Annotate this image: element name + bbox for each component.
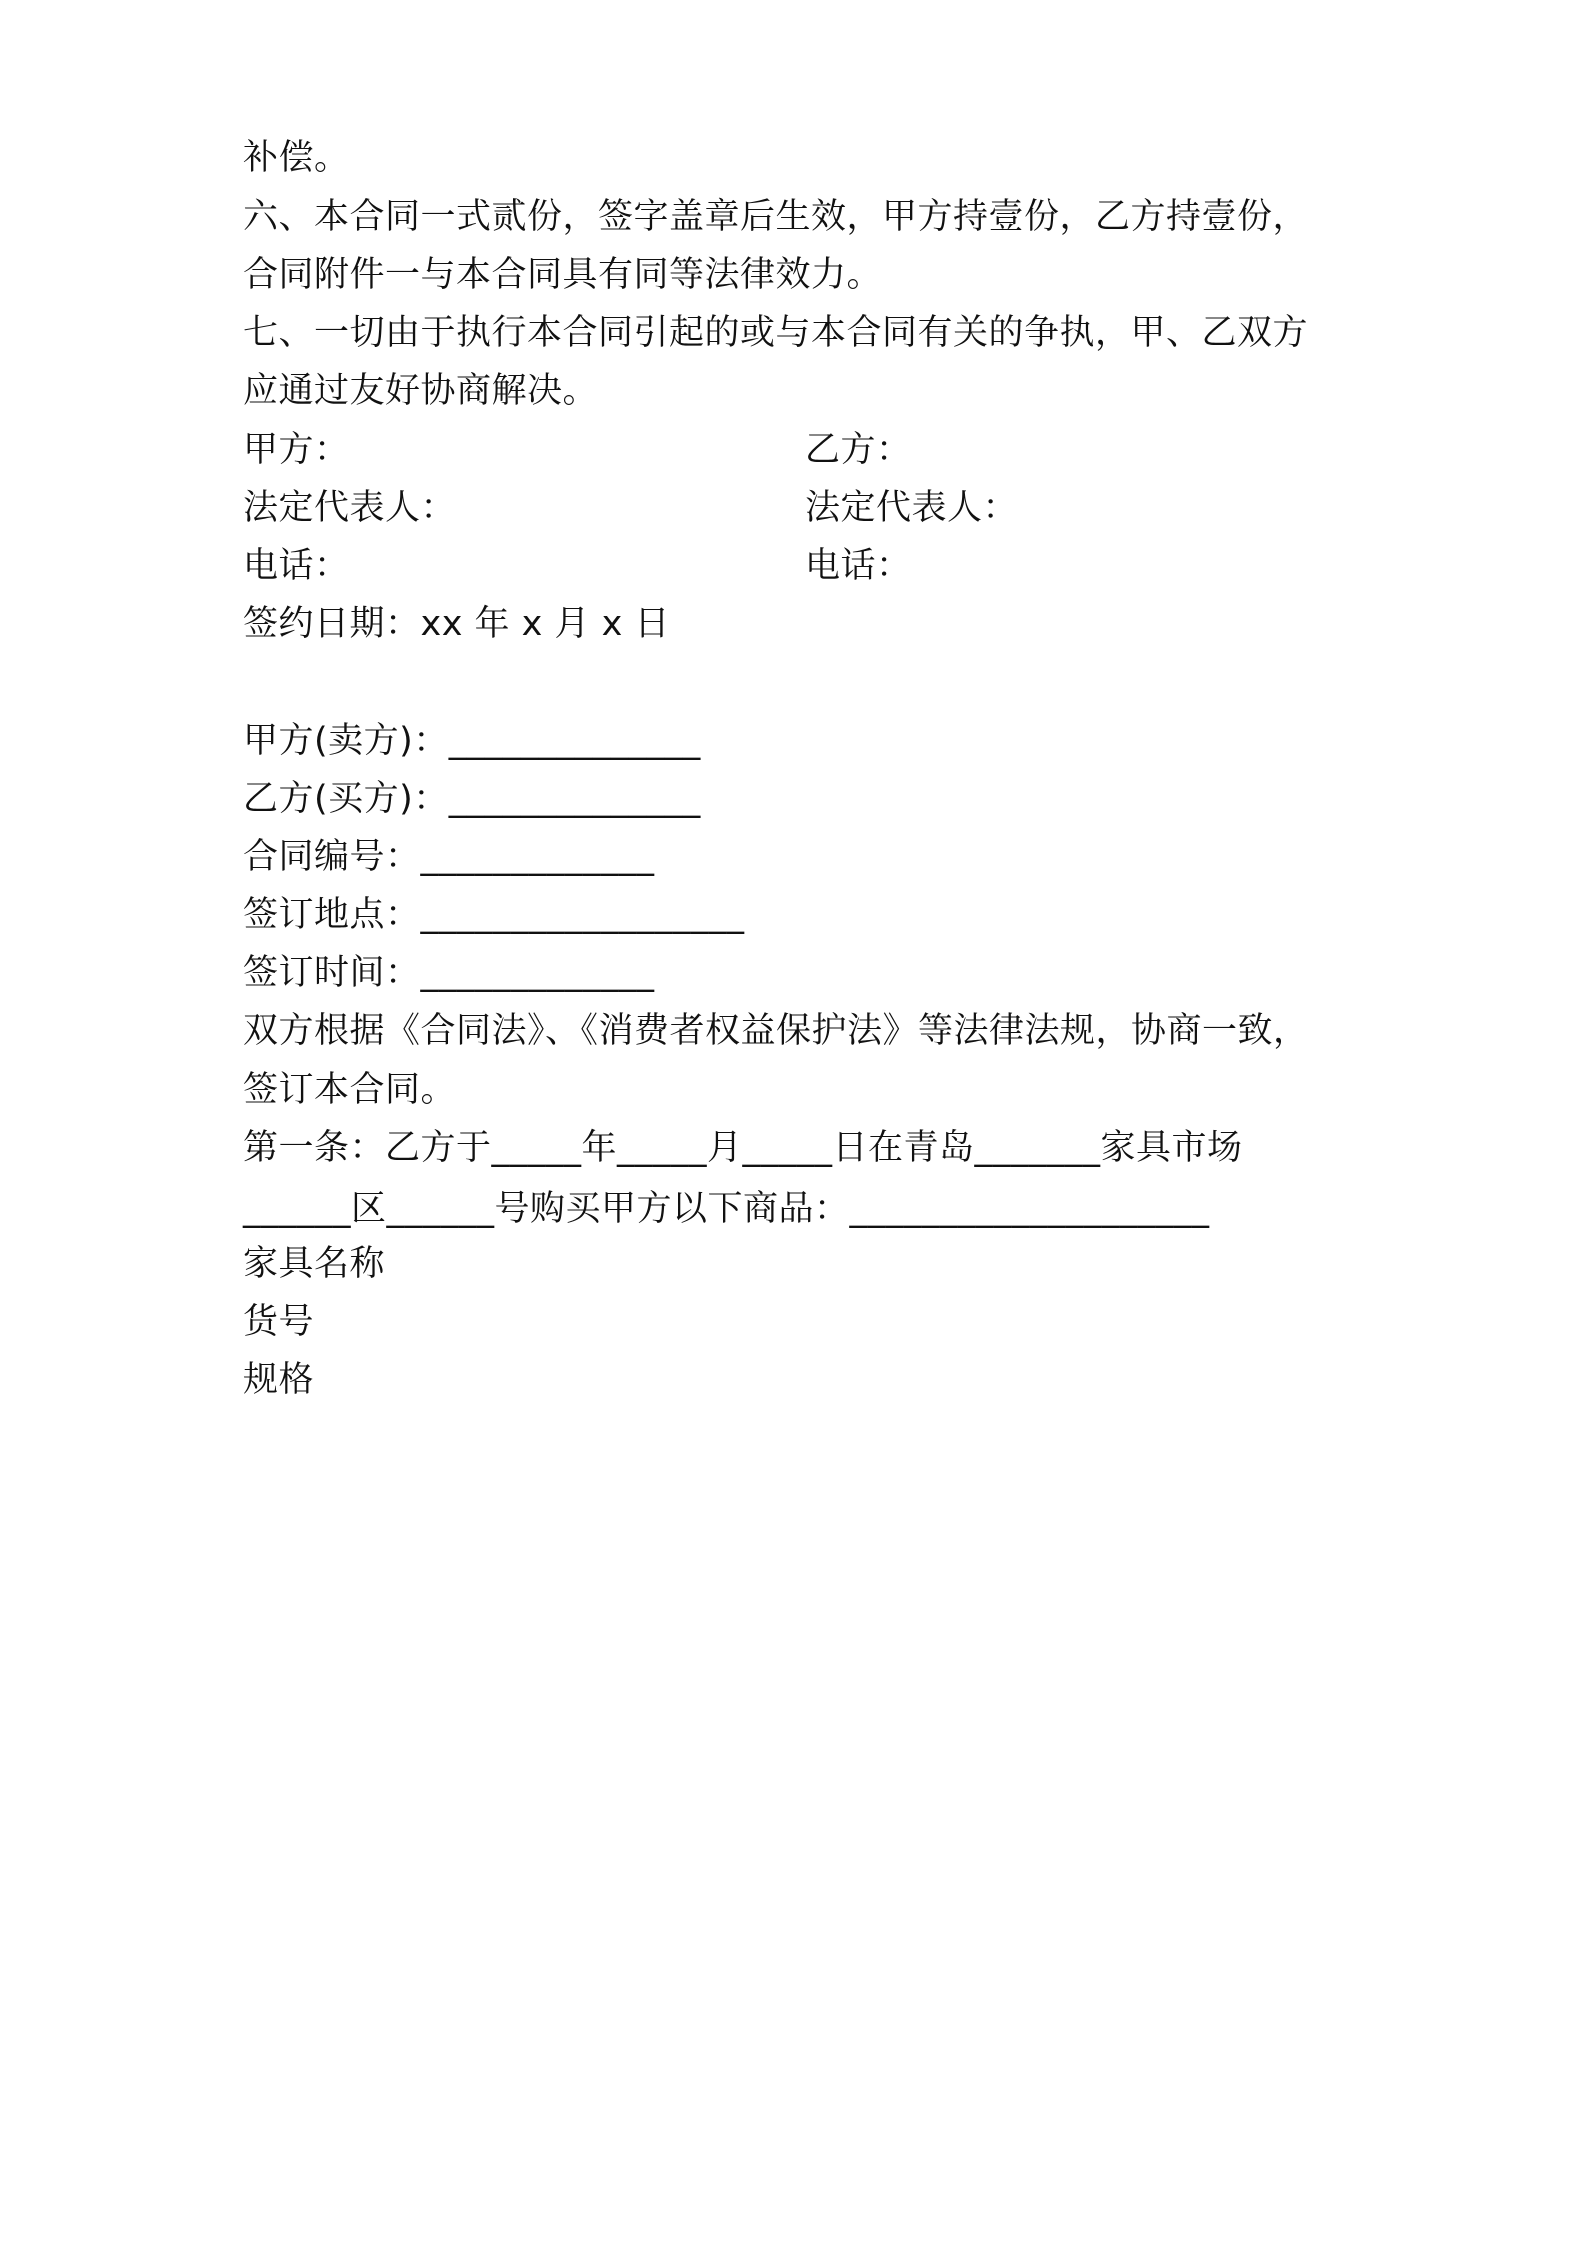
buyer-field: 乙方(买方)：______________ bbox=[243, 779, 701, 819]
item-number-label: 货号 bbox=[243, 1302, 315, 1342]
party-b-legal-rep-label: 法定代表人： bbox=[805, 488, 1019, 528]
party-b-label: 乙方： bbox=[805, 430, 912, 470]
article-one-line-2: ______区______号购买甲方以下商品：____________________ bbox=[243, 1189, 1210, 1229]
party-a-label: 甲方： bbox=[243, 430, 350, 470]
preamble-line-2: 签订本合同。 bbox=[243, 1070, 457, 1110]
clause-six-line-1: 六、本合同一式贰份，签字盖章后生效，甲方持壹份，乙方持壹份， bbox=[243, 197, 1309, 237]
preamble-line-1: 双方根据《合同法》、《消费者权益保护法》等法律法规，协商一致， bbox=[243, 1011, 1309, 1051]
contract-number-field: 合同编号：_____________ bbox=[243, 837, 655, 877]
signing-date: 签约日期：xx 年 x 月 x 日 bbox=[243, 604, 670, 644]
signing-place-field: 签订地点：__________________ bbox=[243, 895, 745, 935]
clause-seven-line-2: 应通过友好协商解决。 bbox=[243, 371, 599, 411]
clause-seven-line-1: 七、一切由于执行本合同引起的或与本合同有关的争执，甲、乙双方 bbox=[243, 313, 1309, 353]
article-one-line-1: 第一条：乙方于_____年_____月_____日在青岛_______家具市场 bbox=[243, 1128, 1243, 1168]
furniture-name-label: 家具名称 bbox=[243, 1244, 386, 1284]
signing-time-field: 签订时间：_____________ bbox=[243, 953, 655, 993]
party-a-legal-rep-label: 法定代表人： bbox=[243, 488, 457, 528]
party-a-phone-label: 电话： bbox=[243, 546, 350, 586]
party-b-phone-label: 电话： bbox=[805, 546, 912, 586]
clause-six-line-2: 合同附件一与本合同具有同等法律效力。 bbox=[243, 255, 883, 295]
seller-field: 甲方(卖方)：______________ bbox=[243, 721, 701, 761]
specification-label: 规格 bbox=[243, 1360, 315, 1400]
text-line-compensation: 补偿。 bbox=[243, 138, 350, 178]
